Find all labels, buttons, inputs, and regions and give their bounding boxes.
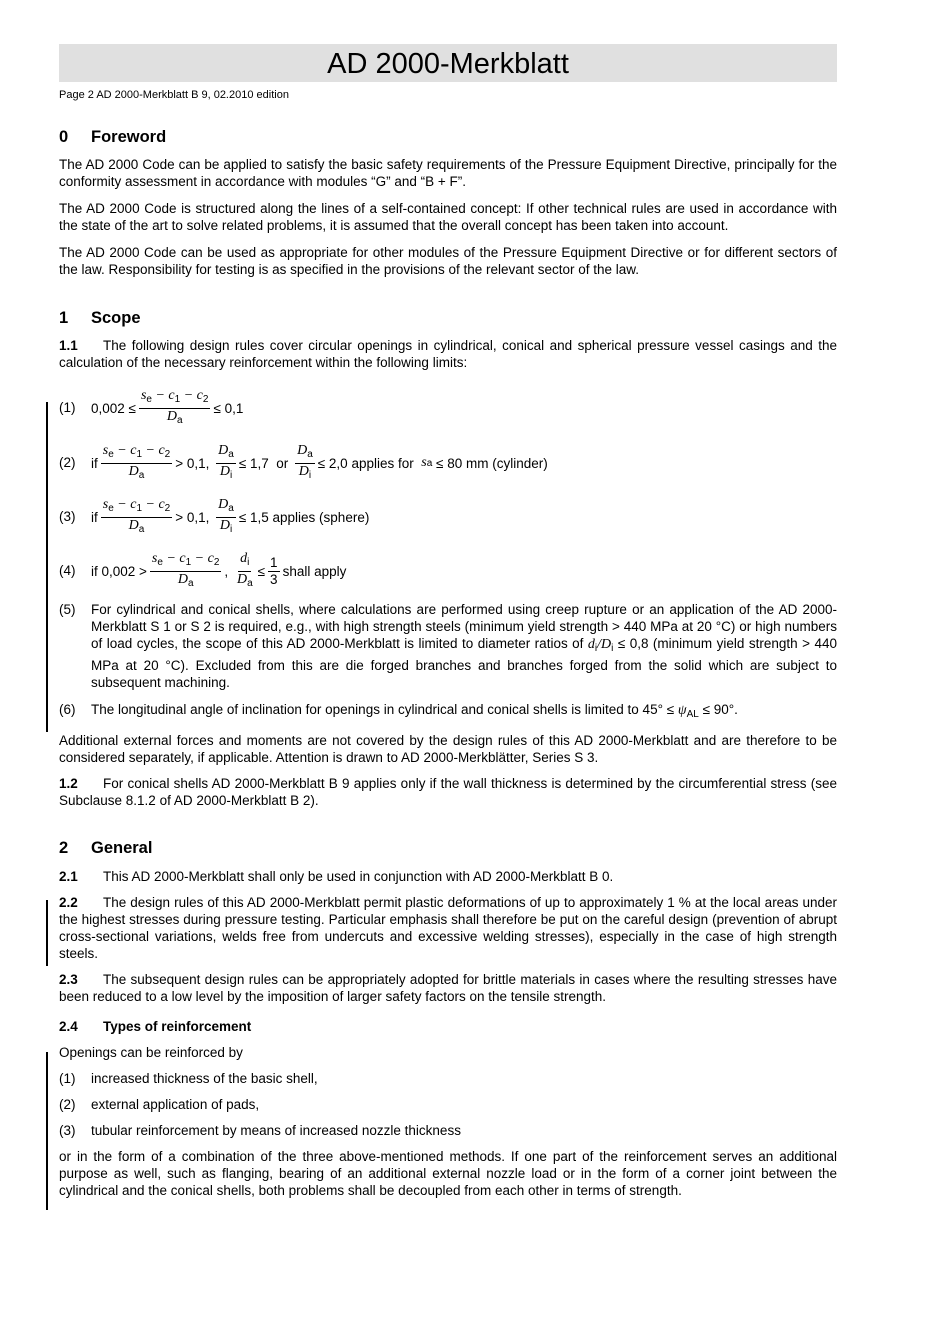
paragraph: Openings can be reinforced by — [59, 1045, 243, 1060]
clause-2-1: 2.1 This AD 2000-Merkblatt shall only be used in conjunction with AD 2000-Merkblatt B 0. — [59, 869, 614, 884]
clause-2-2: 2.2 The design rules of this AD 2000-Merkblatt permit plastic deformations of up to approximately 1 % at the local areas under the highest stresses during pressure testing. Particular emphasis shall therefore be put on the careful design (prevention of abrupt cross-sectional variations, welds free from undercuts and excessive welding stresses), especially in the case of high strength steels. — [59, 895, 837, 961]
reinforcement-item: (1) increased thickness of the basic shell, — [59, 1071, 318, 1086]
clause-2-4-heading: 2.4 Types of reinforcement — [59, 1019, 252, 1034]
paragraph: The AD 2000 Code can be used as appropriate for other modules of the Pressure Equipment Directive or for different sectors of the law. Responsibility for testing is as specified in the provisions of the relevant sector of the law. — [59, 245, 837, 277]
clause-1-1: 1.1 The following design rules cover circular openings in cylindrical, conical and spherical pressure vessel casings and the calculation of the necessary reinforcement within the following limits: — [59, 338, 837, 370]
section-heading-general: 2 General — [59, 839, 153, 857]
paragraph: The AD 2000 Code is structured along the lines of a self-contained concept: If other technical rules are used in accordance with the state of the art to solve related problems, it is assumed that the overall concept has been taken into account. — [59, 201, 837, 233]
reinforcement-item: (2) external application of pads, — [59, 1097, 260, 1112]
reinforcement-item: (3) tubular reinforcement by means of increased nozzle thickness — [59, 1123, 461, 1138]
formula-4: (4) if 0,002 > $\frac{s_e - c_1 - c_2}{D_a}$ , $\frac{d_i}{D_a}$ ≤ $\frac{1}{3}$ shall apply — [59, 550, 347, 589]
page-info: Page 2 AD 2000-Merkblatt B 9, 02.2010 edition — [59, 89, 289, 101]
clause-1-2: 1.2 For conical shells AD 2000-Merkblatt B 9 applies only if the wall thickness is determined by the circumferential stress (see Subclause 8.1.2 of AD 2000-Merkblatt B 2). — [59, 776, 837, 808]
section-heading-foreword: 0 Foreword — [59, 128, 167, 146]
scope-item-6: (6) The longitudinal angle of inclination for openings in cylindrical and conical shells is limited to $45^\circ \le \psi_{AL} \le 90^\circ$. — [59, 702, 738, 720]
paragraph: Additional external forces and moments are not covered by the design rules of this AD 2000-Merkblatt and are therefore to be considered separately, if applicable. Attention is drawn to AD 2000-Merkblätter, Series S 3. — [59, 733, 837, 765]
scope-item-5: (5) For cylindrical and conical shells, where calculations are performed using creep rupture or an application of the AD 2000-Merkblatt S 1 or S 2 is required, e.g., with high strength steels (minimum yield strength > 440 MPa at 20 °C) or high numbers of load cycles, the scope of this AD 2000-Merkblatt is limited to diameter ratios of $d_i/D_i \le 0,8$ (minimum yield strength > 440 MPa at 20 °C). Excluded from this are die forged branches and branches forged from the solid which are subject to subsequent machining. — [59, 602, 837, 690]
change-bar — [46, 402, 48, 732]
formula-2: (2) if $\frac{s_e - c_1 - c_2}{D_a}$ > 0,1, $\frac{D_a}{D_i}$ ≤ 1,7 or $\frac{D_a}{D_i}$ ≤ 2,0 applies for s a ≤ 80 mm (cylinder) — [59, 442, 548, 481]
change-bar — [46, 1052, 48, 1210]
clause-2-3: 2.3 The subsequent design rules can be appropriately adopted for brittle materials in cases where the resulting stresses have been reduced to a low level by the imposition of larger safety factors on the tensile strength. — [59, 972, 837, 1004]
section-heading-scope: 1 Scope — [59, 309, 141, 327]
paragraph: The AD 2000 Code can be applied to satisfy the basic safety requirements of the Pressure Equipment Directive, principally for the conformity assessment in accordance with modules “G” and “B + F”. — [59, 157, 837, 189]
formula-3: (3) if $\frac{s_e - c_1 - c_2}{D_a}$ > 0,1, $\frac{D_a}{D_i}$ ≤ 1,5 applies (sphere) — [59, 496, 370, 535]
document-title: AD 2000-Merkblatt — [59, 44, 837, 82]
document-page — [59, 44, 837, 1199]
formula-1: (1) 0,002 ≤ $\frac{s_e - c_1 - c_2}{D_a}$ ≤ 0,1 — [59, 387, 244, 426]
paragraph: or in the form of a combination of the three above-mentioned methods. If one part of the reinforcement serves an additional purpose as well, such as flanging, bearing of an additional external nozzle load or in the form of a corner joint between the cylindrical and the conical shells, both problems shall be decoupled from each other in terms of strength. — [59, 1149, 837, 1198]
change-bar — [46, 900, 48, 966]
